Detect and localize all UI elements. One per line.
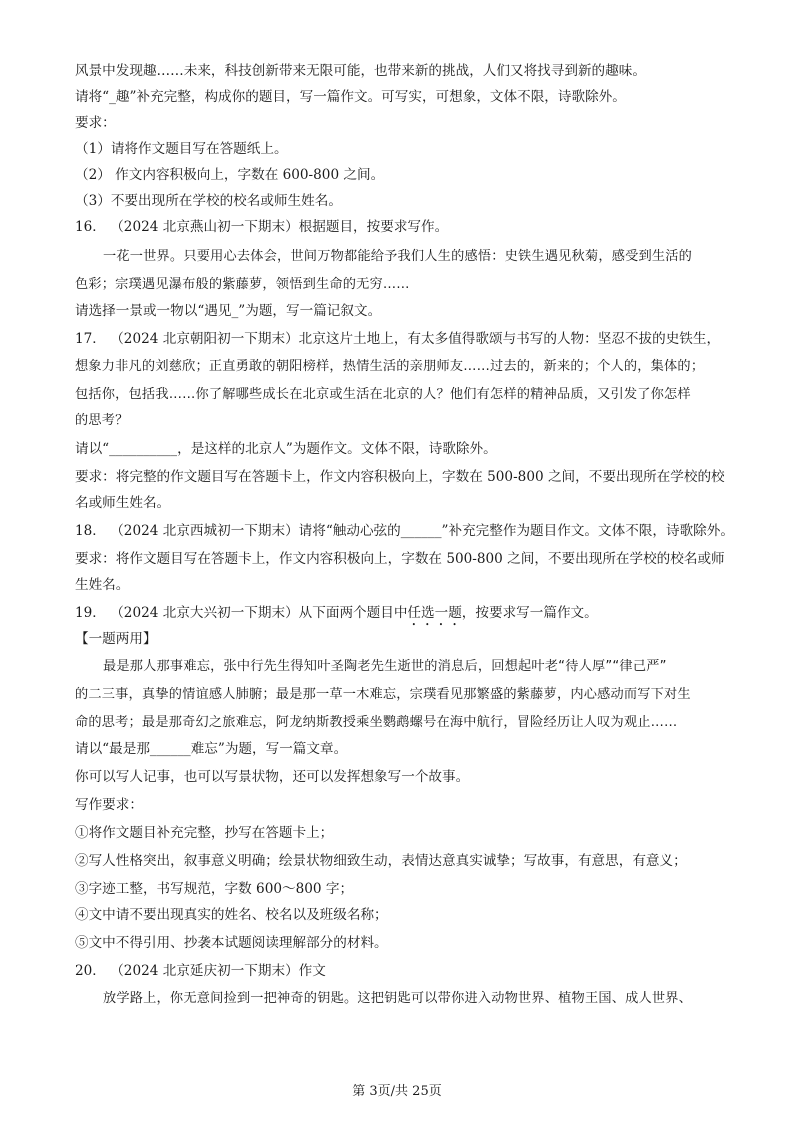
text-line: 想象力非凡的刘慈欣；正直勇敢的朝阳榜样，热情生活的亲朋师友……过去的，新来的；个人的，集体的； <box>75 359 705 374</box>
text-line: 请将“_趣”补充完整，构成你的题目，写一篇作文。可写实，可想象，文体不限，诗歌除外。 <box>75 89 626 105</box>
question-16-heading: 16． （2024 北京燕山初一下期末）根据题目，按要求写作。 <box>75 219 449 235</box>
text-line: 生姓名。 <box>75 577 130 593</box>
text-line: ③字迹工整，书写规范，字数 600～800 字； <box>75 881 354 897</box>
text-line: 请以“__________，是这样的北京人”为题作文。文体不限，诗歌除外。 <box>75 441 497 457</box>
heading-text: 19． （2024 北京大兴初一下期末）从下面两个题目中 <box>75 605 408 621</box>
text-line: 命的思考；最是那奇幻之旅难忘，阿龙纳斯教授乘坐鹦鹉螺号在海中航行，冒险经历让人叹为观止…… <box>75 715 678 730</box>
text-line: 请以“最是那______难忘”为题，写一篇文章。 <box>75 741 348 757</box>
text-line: 请选择一景或一物以“遇见_”为题，写一篇记叙文。 <box>75 303 382 319</box>
emphasized-text: 任选一题 <box>407 605 462 621</box>
text-line: 风景中发现趣……未来，科技创新带来无限可能，也带来新的挑战，人们又将找寻到新的趣味。 <box>75 63 646 79</box>
text-line: 的思考？ <box>75 413 129 428</box>
text-line: 要求：将完整的作文题目写在答题卡上，作文内容积极向上，字数在 500-800 之间，不要出现所在学校的校 <box>75 469 725 485</box>
text-line: 放学路上，你无意间捡到一把神奇的钥匙。这把钥匙可以带你进入动物世界、植物王国、成人世界、 <box>103 991 693 1006</box>
text-line: 色彩；宗璞遇见瀑布般的紫藤萝，领悟到生命的无穷…… <box>75 277 410 292</box>
question-19-heading <box>75 600 725 629</box>
question-20-heading: 20． （2024 北京延庆初一下期末）作文 <box>75 963 326 979</box>
text-line: 包括你，包括我……你了解哪些成长在北京或生活在北京的人？他们有怎样的精神品质，又引发了你怎样 <box>75 387 691 402</box>
text-line: ④文中请不要出现真实的姓名、校名以及班级名称； <box>75 907 388 923</box>
text-line: 的二三事，真挚的情谊感人肺腑；最是那一草一木难忘，宗璞看见那繁盛的紫藤萝，内心感动而写下对生 <box>75 687 691 702</box>
text-line: 要求： <box>75 115 116 131</box>
text-line: （3）不要出现所在学校的校名或师生姓名。 <box>75 193 342 209</box>
text-line: 你可以写人记事，也可以写景状物，还可以发挥想象写一个故事。 <box>75 769 470 785</box>
heading-text: ，按要求写一篇作文。 <box>461 605 598 621</box>
text-line: （2） 作文内容积极向上，字数在 600-800 之间。 <box>75 167 385 183</box>
text-line: ⑤文中不得引用、抄袭本试题阅读理解部分的材料。 <box>75 935 388 951</box>
text-line: 一花一世界。只要用心去体会，世间万物都能给予我们人生的感悟：史铁生遇见秋菊，感受到生活的 <box>103 249 693 264</box>
question-17-heading: 17． （2024 北京朝阳初一下期末）北京这片土地上，有太多值得歌颂与书写的人物：坚忍不拔的史铁生， <box>75 331 721 347</box>
text-line: ②写人性格突出，叙事意义明确；绘景状物细致生动，表情达意真实诚挚；写故事，有意思，有意义； <box>75 853 687 869</box>
section-label: 【一题两用】 <box>75 631 157 647</box>
text-line: ①将作文题目补充完整，抄写在答题卡上； <box>75 825 334 841</box>
text-line: 要求：将作文题目写在答题卡上，作文内容积极向上，字数在 500-800 之间，不要出现所在学校的校名或师 <box>75 551 725 567</box>
text-line: （1）请将作文题目写在答题纸上。 <box>75 141 288 157</box>
question-18-heading: 18． （2024 北京西城初一下期末）请将“触动心弦的______”补充完整作为题目作文。文体不限，诗歌除外。 <box>75 523 734 539</box>
page-number: 第 3页/共 25页 <box>352 1084 442 1099</box>
text-line: 最是那人那事难忘，张中行先生得知叶圣陶老先生逝世的消息后，回想起叶老“待人厚”“律己严” <box>103 659 667 674</box>
text-line: 名或师生姓名。 <box>75 495 171 511</box>
text-line: 写作要求： <box>75 797 143 813</box>
